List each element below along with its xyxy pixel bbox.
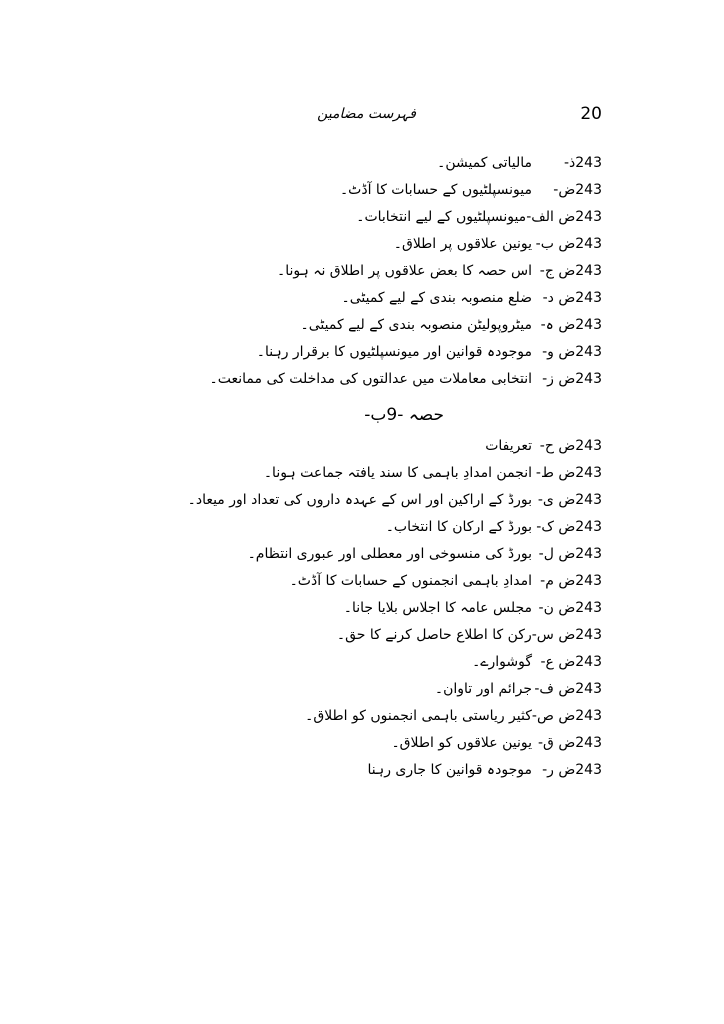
article-number: 243ض و-: [542, 344, 602, 360]
toc-entry: [42, 676, 602, 703]
article-title: بورڈ کی منسوخی اور معطلی اور عبوری انتظام۔: [247, 546, 532, 562]
article-title: بورڈ کے ارکان کا انتخاب۔: [385, 519, 532, 535]
article-number: 243ض ج-: [539, 263, 602, 279]
article-title: یونین علاقوں پر اطلاق۔: [393, 236, 532, 252]
article-title: امدادِ باہمی انجمنوں کے حسابات کا آڈٹ۔: [289, 573, 532, 589]
toc-entry: [42, 258, 602, 285]
article-title: انتخابی معاملات میں عدالتوں کی مداخلت کی ممانعت۔: [209, 371, 532, 387]
article-title: مالیاتی کمیشن۔: [437, 155, 532, 171]
toc-entry: [42, 568, 602, 595]
toc-entry: [42, 703, 602, 730]
toc-entry: [42, 514, 602, 541]
article-number: 243ض ق-: [537, 735, 602, 751]
toc-entry: [42, 231, 602, 258]
article-title: رکن کا اطلاع حاصل کرنے کا حق۔: [336, 627, 532, 643]
toc-entry: [42, 487, 602, 514]
toc-entry: [42, 312, 602, 339]
article-title: کثیر ریاستی باہمی انجمنوں کو اطلاق۔: [305, 708, 532, 724]
toc-entry: [42, 150, 602, 177]
article-number: 243ض ح-: [539, 438, 602, 454]
toc-entry: [42, 177, 602, 204]
table-of-contents: [42, 150, 602, 784]
article-title: میٹروپولیٹن منصوبہ بندی کے لیے کمیٹی۔: [300, 317, 532, 333]
article-title: موجودہ قوانین کا جاری رہنا: [367, 762, 532, 778]
toc-entry: [42, 366, 602, 393]
article-number: 243ض ب-: [535, 236, 602, 252]
article-number: 243ض الف-: [526, 209, 602, 225]
article-number: 243ض س-: [531, 627, 602, 643]
toc-entry: [42, 204, 602, 231]
article-title: مجلس عامہ کا اجلاس بلایا جانا۔: [343, 600, 532, 616]
article-title: بورڈ کے اراکین اور اس کے عہدہ داروں کی تعداد اور میعاد۔: [187, 492, 532, 508]
article-title: موجودہ قوانین اور میونسپلٹیوں کا برقرار رہنا۔: [256, 344, 532, 360]
article-number: 243ض ف-: [534, 681, 602, 697]
page-header: [0, 104, 724, 134]
toc-entry: [42, 541, 602, 568]
article-number: 243ض ن-: [538, 600, 602, 616]
toc-entry: [42, 622, 602, 649]
article-number: 243ض ع-: [540, 654, 602, 670]
article-title: یونین علاقوں کو اطلاق۔: [391, 735, 532, 751]
toc-entry: [42, 460, 602, 487]
toc-entry: [42, 757, 602, 784]
article-number: 243ض ی-: [537, 492, 602, 508]
article-title: میونسپلٹیوں کے لیے انتخابات۔: [356, 209, 527, 225]
article-number: 243ض ص-: [531, 708, 602, 724]
toc-entry: [42, 433, 602, 460]
section-heading: حصہ -9ب-: [364, 405, 444, 425]
article-number: 243ض ر-: [542, 762, 602, 778]
toc-entry: [42, 649, 602, 676]
article-number: 243ض ہ-: [540, 317, 602, 333]
article-title: ضلع منصوبہ بندی کے لیے کمیٹی۔: [341, 290, 532, 306]
toc-entry: [42, 730, 602, 757]
article-title: انجمن امدادِ باہمی کا سند یافتہ جماعت ہونا۔: [263, 465, 532, 481]
article-number: 243ذ-: [563, 155, 602, 171]
running-title: فہرست مضامین: [317, 106, 416, 122]
article-title: اس حصہ کا بعض علاقوں پر اطلاق نہ ہونا۔: [277, 263, 532, 279]
toc-entry: [42, 595, 602, 622]
article-title: تعریفات: [485, 438, 532, 454]
article-title: میونسپلٹیوں کے حسابات کا آڈٹ۔: [339, 182, 532, 198]
article-number: 243ض د-: [542, 290, 602, 306]
article-number: 243ض م-: [540, 573, 602, 589]
page-number: 20: [580, 104, 602, 124]
article-title: جرائم اور تاوان۔: [434, 681, 532, 697]
article-number: 243ض ز-: [542, 371, 602, 387]
article-title: گوشوارے۔: [472, 654, 532, 670]
article-number: 243ض ل-: [538, 546, 602, 562]
article-number: 243ض-: [553, 182, 602, 198]
toc-entry: [42, 339, 602, 366]
toc-entry: [42, 285, 602, 312]
article-number: 243ض ک-: [536, 519, 602, 535]
article-number: 243ض ط-: [535, 465, 602, 481]
